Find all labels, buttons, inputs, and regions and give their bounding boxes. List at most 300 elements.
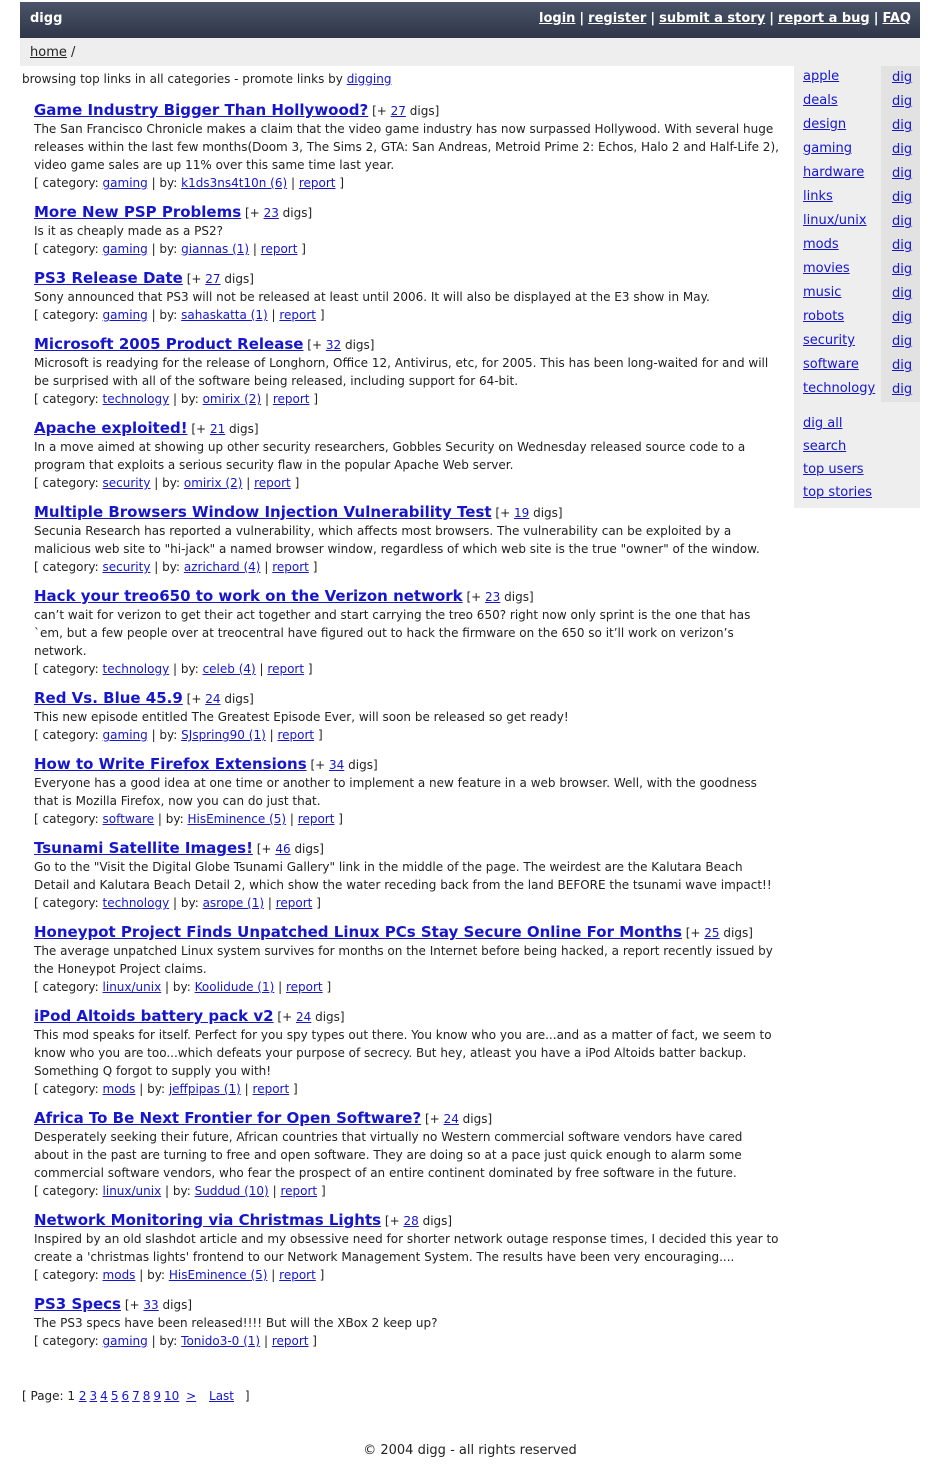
story-title-line	[34, 420, 780, 437]
story-description: Is it as cheaply made as a PS2?	[34, 224, 223, 238]
pager-page-link[interactable]: 6	[121, 1389, 130, 1403]
meta-category-label: [ category:	[34, 560, 99, 574]
story-user-link[interactable]: HisEminence (5)	[187, 812, 287, 826]
submit-story-link[interactable]: submit a story	[659, 11, 766, 26]
story-user-link[interactable]: asrope (1)	[202, 896, 265, 910]
story-meta	[34, 1182, 780, 1200]
digs-suffix: digs]	[315, 1010, 345, 1024]
story-description: Microsoft is readying for the release of Longhorn, Office 12, Antivirus, etc, for 2005. This has been long-waited for and will be surprised with all of the software being released, including support for 64-bit.	[34, 356, 769, 388]
pager-links	[79, 1389, 182, 1403]
sidebar-dig-link[interactable]: dig	[892, 70, 913, 85]
story-item	[34, 504, 780, 576]
meta-by-label: | by:	[151, 242, 178, 256]
meta-end: ]	[319, 1268, 325, 1282]
dig-count-link[interactable]: 32	[325, 338, 342, 352]
story-meta	[34, 726, 780, 744]
story-category-link[interactable]: linux/unix	[102, 1184, 162, 1198]
digs-suffix: digs]	[344, 338, 375, 352]
digs-suffix: digs]	[282, 206, 313, 220]
story-title-link[interactable]: PS3 Release Date	[34, 269, 183, 287]
story-item	[34, 1212, 780, 1284]
meta-end: ]	[339, 176, 345, 190]
sidebar-category-link[interactable]: deals	[803, 93, 838, 108]
dig-count-link[interactable]: 19	[513, 506, 530, 520]
dig-count-link[interactable]: 46	[275, 842, 291, 856]
nav-separator: |	[873, 11, 879, 26]
meta-by-label: | by:	[173, 896, 199, 910]
meta-end: ]	[316, 896, 321, 910]
story-description: Desperately seeking their future, African countries that virtually no Western commercial software vendors have cared about in the past are turning to free and open software. They are doing so at a pace just quick enough to alarm some commercial software vendors, who fear the prospect of an entire continent dominated by free software in the future.	[34, 1130, 743, 1180]
site-logo[interactable]: digg	[30, 11, 63, 26]
story-meta	[34, 894, 780, 912]
story-description: The PS3 specs have been released!!!! But will the XBox 2 keep up?	[34, 1316, 438, 1330]
meta-separator: |	[264, 392, 269, 406]
digs-prefix: [+	[424, 1112, 440, 1126]
sidebar-dig-link[interactable]: dig	[892, 166, 913, 181]
sidebar-category-row	[794, 186, 920, 210]
meta-end: ]	[312, 560, 318, 574]
sidebar-category-link[interactable]: software	[803, 357, 859, 372]
meta-end: ]	[293, 1082, 298, 1096]
meta-category-label: [ category:	[34, 812, 99, 826]
meta-category-label: [ category:	[34, 728, 99, 742]
sidebar-category-row	[794, 282, 920, 306]
story-title-link[interactable]: Red Vs. Blue 45.9	[34, 689, 183, 707]
story-category-link[interactable]: gaming	[102, 728, 148, 742]
sidebar-dig-link[interactable]: dig	[892, 286, 913, 301]
story-report-link[interactable]: report	[280, 1184, 318, 1198]
story-title-link[interactable]: Honeypot Project Finds Unpatched Linux PCs Stay Secure Online For Months	[34, 923, 682, 941]
browse-intro	[22, 72, 391, 86]
digs-suffix: digs]	[162, 1298, 193, 1312]
dig-count-link[interactable]: 27	[205, 272, 221, 286]
story-title-line	[34, 504, 780, 521]
meta-category-label: [ category:	[34, 392, 99, 406]
story-title-line	[34, 756, 780, 773]
story-report-link[interactable]: report	[285, 980, 323, 994]
story-category-link[interactable]: technology	[102, 392, 170, 406]
pager-page-link[interactable]: 8	[142, 1389, 151, 1403]
story-title-line	[34, 102, 780, 119]
sidebar-dig-link[interactable]: dig	[892, 334, 913, 349]
story-category-link[interactable]: technology	[102, 896, 170, 910]
faq-link[interactable]: FAQ	[882, 11, 911, 26]
meta-end: ]	[312, 1334, 317, 1348]
story-title-link[interactable]: Apache exploited!	[34, 419, 188, 437]
story-title-link[interactable]: PS3 Specs	[34, 1295, 121, 1313]
dig-count-link[interactable]: 33	[143, 1298, 159, 1312]
meta-category-label: [ category:	[34, 242, 99, 256]
pager-close: ]	[244, 1389, 250, 1403]
meta-by-label: | by:	[151, 728, 178, 742]
meta-separator: |	[267, 896, 272, 910]
story-title-link[interactable]: Multiple Browsers Window Injection Vulnerability Test	[34, 503, 492, 521]
digs-prefix: [+	[256, 842, 272, 856]
digs-suffix: digs]	[462, 1112, 493, 1126]
sidebar-dig-link[interactable]: dig	[892, 238, 913, 253]
story-title-line	[34, 588, 780, 605]
story-title-link[interactable]: Hack your treo650 to work on the Verizon network	[34, 587, 463, 605]
story-title-line	[34, 1296, 780, 1313]
sidebar-category-link[interactable]: links	[803, 189, 833, 204]
top-stories-link[interactable]: top stories	[803, 485, 872, 500]
story-description: The San Francisco Chronicle makes a claim that the video game industry has now surpassed Hollywood. With several huge releases within the last few months(Doom 3, The Sims 2, GTA: San Andreas, Metroid Prime 2: Echos, Halo 2 and Half-Life 2), video game sales are up 11% over this same time last year.	[34, 122, 779, 172]
digs-prefix: [+	[244, 206, 260, 220]
story-category-link[interactable]: security	[102, 476, 151, 490]
story-item	[34, 924, 780, 996]
pager-last-link[interactable]: Last	[209, 1389, 235, 1403]
meta-category-label: [ category:	[34, 1184, 99, 1198]
sidebar-category-row	[794, 378, 920, 402]
pagination	[22, 1389, 250, 1403]
sidebar-category-row	[794, 258, 920, 282]
story-meta	[34, 390, 780, 408]
story-report-link[interactable]: report	[260, 242, 298, 256]
story-category-link[interactable]: gaming	[102, 242, 148, 256]
digs-suffix: digs]	[224, 692, 254, 706]
story-title-link[interactable]: Africa To Be Next Frontier for Open Software?	[34, 1109, 422, 1127]
story-report-link[interactable]: report	[254, 476, 291, 490]
story-meta	[34, 558, 780, 576]
sidebar-category-link[interactable]: apple	[803, 69, 840, 84]
meta-by-label: | by:	[154, 476, 181, 490]
story-title-link[interactable]: Game Industry Bigger Than Hollywood?	[34, 101, 369, 119]
story-title-line	[34, 690, 780, 707]
sidebar-dig-link[interactable]: dig	[892, 214, 913, 229]
story-title-line	[34, 270, 780, 287]
story-title-line	[34, 1110, 780, 1127]
story-user-link[interactable]: Koolidude (1)	[194, 980, 275, 994]
story-title-line	[34, 1212, 780, 1229]
story-report-link[interactable]: report	[272, 560, 309, 574]
story-user-link[interactable]: Tonido3-0 (1)	[181, 1334, 261, 1348]
story-title-link[interactable]: Microsoft 2005 Product Release	[34, 335, 304, 353]
meta-separator: |	[246, 476, 251, 490]
digs-prefix: [+	[384, 1214, 400, 1228]
digs-suffix: digs]	[348, 758, 378, 772]
footer-copyright: © 2004 digg - all rights reserved	[363, 1443, 577, 1458]
sidebar-dig-link[interactable]: dig	[892, 382, 913, 397]
story-report-link[interactable]: report	[279, 308, 316, 322]
story-report-link[interactable]: report	[279, 1268, 316, 1282]
digs-prefix: [+	[685, 926, 701, 940]
meta-category-label: [ category:	[34, 308, 99, 322]
meta-by-label: | by:	[139, 1082, 166, 1096]
story-item	[34, 420, 780, 492]
story-meta	[34, 810, 780, 828]
breadcrumb-home-link[interactable]: home	[30, 45, 67, 60]
story-user-link[interactable]: HisEminence (5)	[168, 1268, 268, 1282]
digs-suffix: digs]	[723, 926, 753, 940]
story-item	[34, 204, 780, 258]
story-list	[34, 102, 780, 1362]
story-item	[34, 1008, 780, 1098]
meta-end: ]	[320, 1184, 326, 1198]
meta-by-label: | by:	[157, 812, 184, 826]
dig-count-link[interactable]: 24	[296, 1010, 312, 1024]
sidebar-category-row	[794, 354, 920, 378]
category-list	[794, 66, 920, 402]
story-user-link[interactable]: SJspring90 (1)	[181, 728, 266, 742]
story-report-link[interactable]: report	[252, 1082, 290, 1096]
meta-separator: |	[271, 1268, 276, 1282]
nav-separator: |	[579, 11, 585, 26]
dig-count-link[interactable]: 27	[390, 104, 406, 118]
story-title-link[interactable]: Network Monitoring via Christmas Lights	[34, 1211, 382, 1229]
story-meta	[34, 306, 780, 324]
dig-count-link[interactable]: 24	[443, 1112, 459, 1126]
meta-by-label: | by:	[165, 1184, 191, 1198]
meta-separator: |	[290, 176, 296, 190]
story-item	[34, 756, 780, 828]
story-item	[34, 1110, 780, 1200]
story-report-link[interactable]: report	[272, 392, 310, 406]
dig-count-link[interactable]: 34	[329, 758, 345, 772]
pager-page-link[interactable]: 10	[164, 1389, 180, 1403]
story-user-link[interactable]: omirix (2)	[183, 476, 243, 490]
story-title-link[interactable]: iPod Altoids battery pack v2	[34, 1007, 274, 1025]
digs-suffix: digs]	[294, 842, 324, 856]
login-link[interactable]: login	[539, 11, 576, 26]
meta-separator: |	[244, 1082, 249, 1096]
meta-category-label: [ category:	[34, 1082, 99, 1096]
story-category-link[interactable]: mods	[102, 1268, 136, 1282]
story-report-link[interactable]: report	[271, 1334, 309, 1348]
meta-separator: |	[269, 728, 274, 742]
story-meta	[34, 1332, 780, 1350]
pager-page-link[interactable]: 7	[132, 1389, 140, 1403]
story-description: The average unpatched Linux system survives for months on the Internet before being hacked, a report recently issued by the Honeypot Project claims.	[34, 944, 773, 976]
story-item	[34, 1296, 780, 1350]
story-description: This new episode entitled The Greatest Episode Ever, will soon be released so get ready!	[34, 710, 569, 724]
story-meta	[34, 174, 780, 192]
nav-separator: |	[769, 11, 774, 26]
meta-category-label: [ category:	[34, 176, 99, 190]
digs-suffix: digs]	[422, 1214, 453, 1228]
dig-count-link[interactable]: 23	[263, 206, 279, 220]
sidebar-category-row	[794, 210, 920, 234]
site-header	[20, 2, 920, 38]
top-users-link[interactable]: top users	[803, 462, 864, 477]
sidebar-dig-link[interactable]: dig	[892, 358, 913, 373]
sidebar-category-link[interactable]: linux/unix	[803, 213, 867, 228]
breadcrumb-separator: /	[71, 45, 76, 60]
nav-separator: |	[650, 11, 656, 26]
story-meta	[34, 1080, 780, 1098]
top-nav	[539, 11, 911, 26]
sidebar-category-link[interactable]: gaming	[803, 141, 852, 156]
pager-page-link[interactable]: 3	[89, 1389, 98, 1403]
sidebar-dig-link[interactable]: dig	[892, 262, 913, 277]
dig-count-link[interactable]: 25	[704, 926, 720, 940]
story-user-link[interactable]: Suddud (10)	[194, 1184, 269, 1198]
story-title-line	[34, 924, 780, 941]
story-title-link[interactable]: More New PSP Problems	[34, 203, 242, 221]
meta-end: ]	[313, 392, 318, 406]
digs-prefix: [+	[277, 1010, 293, 1024]
digs-prefix: [+	[307, 338, 323, 352]
digs-prefix: [+	[124, 1298, 140, 1312]
meta-end: ]	[307, 662, 313, 676]
pager-page-link[interactable]: 5	[110, 1389, 119, 1403]
category-sidebar	[794, 66, 920, 508]
meta-by-label: | by:	[151, 308, 178, 322]
meta-separator: |	[259, 662, 264, 676]
story-category-link[interactable]: gaming	[102, 176, 148, 190]
register-link[interactable]: register	[588, 11, 647, 26]
report-bug-link[interactable]: report a bug	[777, 11, 870, 26]
meta-by-label: | by:	[154, 560, 181, 574]
story-category-link[interactable]: security	[102, 560, 151, 574]
story-category-link[interactable]: technology	[102, 662, 170, 676]
search-link[interactable]: search	[803, 439, 847, 454]
meta-category-label: [ category:	[34, 1268, 99, 1282]
story-meta	[34, 240, 780, 258]
story-user-link[interactable]: sahaskatta (1)	[181, 308, 268, 322]
sidebar-category-row	[794, 90, 920, 114]
meta-end: ]	[294, 476, 300, 490]
meta-separator: |	[278, 980, 283, 994]
sidebar-category-link[interactable]: mods	[803, 237, 839, 252]
story-description: Secunia Research has reported a vulnerability, which affects most browsers. The vulnerability can be exploited by a malicious web site to "hi-jack" a named browser window, regardless of which web site is the true "owner" of the window.	[34, 524, 760, 556]
meta-separator: |	[289, 812, 294, 826]
digs-suffix: digs]	[224, 272, 254, 286]
meta-category-label: [ category:	[34, 980, 99, 994]
story-meta	[34, 660, 780, 678]
meta-by-label: | by:	[151, 176, 178, 190]
story-user-link[interactable]: jeffpipas (1)	[168, 1082, 241, 1096]
meta-end: ]	[301, 242, 306, 256]
digs-suffix: digs]	[409, 104, 440, 118]
digs-prefix: [+	[310, 758, 326, 772]
story-description: Inspired by an old slashdot article and my obsessive need for shorter network outage response times, I decided this year to create a 'christmas lights' frontend to our Network Management System. The results have been very encouraging....	[34, 1232, 779, 1264]
sidebar-category-link[interactable]: technology	[803, 381, 876, 396]
story-item	[34, 336, 780, 408]
story-category-link[interactable]: linux/unix	[102, 980, 162, 994]
digs-prefix: [+	[186, 692, 202, 706]
story-meta	[34, 1266, 780, 1284]
story-description: can’t wait for verizon to get their act together and start carrying the treo 650? right now only sprint is the one that has `em, but a few people over at treocentral have figured out to hack the firmware on the 650 so it’ll work on verizon’s network.	[34, 608, 751, 658]
story-report-link[interactable]: report	[298, 176, 336, 190]
story-report-link[interactable]: report	[275, 896, 313, 910]
pager-next-link[interactable]: >	[186, 1389, 197, 1403]
story-user-link[interactable]: azrichard (4)	[183, 560, 261, 574]
dig-count-link[interactable]: 23	[485, 590, 501, 604]
meta-separator: |	[272, 1184, 277, 1198]
sidebar-category-row	[794, 330, 920, 354]
story-item	[34, 840, 780, 912]
story-title-line	[34, 840, 780, 857]
sidebar-category-link[interactable]: music	[803, 285, 842, 300]
digs-suffix: digs]	[533, 506, 563, 520]
dig-count-link[interactable]: 28	[403, 1214, 419, 1228]
story-meta	[34, 474, 780, 492]
pager-current-page: 1	[67, 1389, 76, 1403]
sidebar-dig-link[interactable]: dig	[892, 118, 913, 133]
dig-count-link[interactable]: 24	[205, 692, 221, 706]
meta-by-label: | by:	[165, 980, 191, 994]
meta-by-label: | by:	[151, 1334, 178, 1348]
sidebar-extra-links	[803, 416, 872, 508]
story-user-link[interactable]: giannas (1)	[181, 242, 250, 256]
sidebar-dig-link[interactable]: dig	[892, 94, 913, 109]
dig-count-link[interactable]: 21	[209, 422, 226, 436]
meta-category-label: [ category:	[34, 476, 99, 490]
pager-open: [ Page:	[22, 1389, 64, 1403]
digs-prefix: [+	[495, 506, 511, 520]
story-title-line	[34, 1008, 780, 1025]
sidebar-category-link[interactable]: design	[803, 117, 847, 132]
sidebar-category-row	[794, 306, 920, 330]
story-user-link[interactable]: omirix (2)	[202, 392, 262, 406]
story-description: This mod speaks for itself. Perfect for you spy types out there. You know who you are...and as a matter of fact, we seem to know who you are too...which defeats your purpose of secrecy. But hey, atleast you have a iPod Altoids batter backup. Something Q forgot to supply you with!	[34, 1028, 772, 1078]
story-item	[34, 690, 780, 744]
meta-separator: |	[263, 1334, 268, 1348]
digging-link[interactable]: digging	[346, 72, 392, 86]
sidebar-category-link[interactable]: movies	[803, 261, 850, 276]
story-category-link[interactable]: gaming	[102, 308, 148, 322]
story-description: Go to the "Visit the Digital Globe Tsunami Gallery" link in the middle of the page. The weirdest are the Kalutara Beach Detail and Kalutara Beach Detail 2, which show the water receding back from the land BEFORE the tsunami wave impact!!	[34, 860, 772, 892]
sidebar-category-link[interactable]: hardware	[803, 165, 865, 180]
meta-by-label: | by:	[173, 392, 199, 406]
story-title-line	[34, 336, 780, 353]
story-category-link[interactable]: software	[102, 812, 155, 826]
meta-by-label: | by:	[139, 1268, 166, 1282]
story-description: In a move aimed at showing up other security researchers, Gobbles Security on Wednesday released source code to a program that exploits a serious security flaw in the popular Apache Web server.	[34, 440, 746, 472]
story-description: Everyone has a good idea at one time or another to implement a new feature in a web browser. Well, with the goodness that is Mozilla Firefox, now you can do just that.	[34, 776, 757, 808]
story-description: Sony announced that PS3 will not be released at least until 2006. It will also be displayed at the E3 show in May.	[34, 290, 710, 304]
meta-separator: |	[252, 242, 257, 256]
story-item	[34, 102, 780, 192]
sidebar-dig-link[interactable]: dig	[892, 190, 913, 205]
story-user-link[interactable]: celeb (4)	[202, 662, 256, 676]
sidebar-category-row	[794, 66, 920, 90]
story-report-link[interactable]: report	[297, 812, 335, 826]
digs-prefix: [+	[191, 422, 207, 436]
story-meta	[34, 978, 780, 996]
dig-all-link[interactable]: dig all	[803, 416, 843, 431]
pager-page-link[interactable]: 9	[153, 1389, 162, 1403]
sidebar-category-link[interactable]: robots	[803, 309, 845, 324]
digs-prefix: [+	[186, 272, 202, 286]
sidebar-dig-link[interactable]: dig	[892, 310, 913, 325]
sidebar-dig-link[interactable]: dig	[892, 142, 913, 157]
meta-category-label: [ category:	[34, 662, 99, 676]
pager-page-link[interactable]: 2	[78, 1389, 87, 1403]
breadcrumb	[20, 38, 920, 66]
story-item	[34, 588, 780, 678]
sidebar-category-link[interactable]: security	[803, 333, 855, 348]
story-title-link[interactable]: How to Write Firefox Extensions	[34, 755, 307, 773]
story-category-link[interactable]: mods	[102, 1082, 136, 1096]
digs-suffix: digs]	[229, 422, 259, 436]
meta-category-label: [ category:	[34, 896, 99, 910]
meta-end: ]	[317, 728, 323, 742]
pager-page-link[interactable]: 4	[100, 1389, 108, 1403]
sidebar-category-row	[794, 138, 920, 162]
digs-prefix: [+	[372, 104, 387, 118]
digs-suffix: digs]	[504, 590, 534, 604]
sidebar-category-row	[794, 114, 920, 138]
story-category-link[interactable]: gaming	[102, 1334, 148, 1348]
story-report-link[interactable]: report	[277, 728, 315, 742]
digs-prefix: [+	[466, 590, 482, 604]
story-report-link[interactable]: report	[267, 662, 305, 676]
story-user-link[interactable]: k1ds3ns4t10n (6)	[181, 176, 288, 190]
story-title-link[interactable]: Tsunami Satellite Images!	[34, 839, 253, 857]
meta-separator: |	[264, 560, 269, 574]
meta-category-label: [ category:	[34, 1334, 99, 1348]
